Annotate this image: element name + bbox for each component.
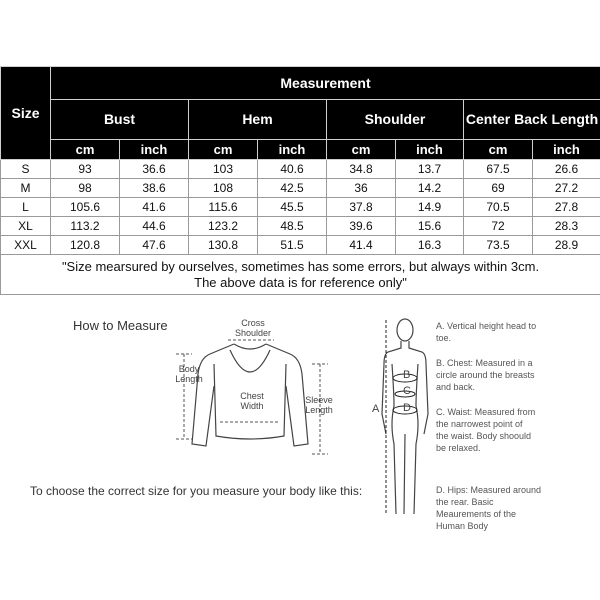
unit-header: cm [464,140,533,160]
table-cell: 42.5 [258,179,327,198]
body-figure [368,314,438,524]
cross-shoulder-label: Cross Shoulder [234,318,272,338]
legend-b: B. Chest: Measured in a circle around the breasts and back. [436,358,535,392]
size-cell: M [1,179,51,198]
chest-width-label: Chest Width [240,391,264,411]
table-cell: 28.9 [533,236,600,255]
table-cell: 27.2 [533,179,600,198]
table-cell: 28.3 [533,217,600,236]
center-back-length-header: Center Back Length [464,100,600,140]
measurement-header: Measurement [51,67,600,100]
table-cell: 98 [51,179,120,198]
letter-b: B [403,369,411,381]
table-cell: 16.3 [396,236,464,255]
measure-instruction: To choose the correct size for you measure your body like this: [30,484,363,498]
unit-header: inch [258,140,327,160]
legend-a: A. Vertical height head to toe. [436,321,537,343]
table-row [1,179,600,198]
table-cell: 41.6 [120,198,189,217]
table-cell: 105.6 [51,198,120,217]
size-cell: XL [1,217,51,236]
table-cell: 36.6 [120,160,189,179]
note-line-1: "Size mearsured by ourselves, sometimes has some errors, but always within 3cm. [61,258,540,274]
table-cell: 120.8 [51,236,120,255]
table-cell: 44.6 [120,217,189,236]
size-cell: XXL [1,236,51,255]
table-cell: 26.6 [533,160,600,179]
table-cell: 108 [189,179,258,198]
bust-header: Bust [51,100,189,140]
size-chart-table [0,66,600,295]
table-cell: 36 [327,179,396,198]
size-cell: S [1,160,51,179]
unit-header: inch [533,140,600,160]
table-row [1,217,600,236]
table-cell: 38.6 [120,179,189,198]
table-cell: 14.9 [396,198,464,217]
unit-header: cm [327,140,396,160]
table-cell: 15.6 [396,217,464,236]
note-line-2: The above data is for reference only" [194,274,407,290]
table-row [1,236,600,255]
table-cell: 45.5 [258,198,327,217]
table-cell: 103 [189,160,258,179]
table-cell: 130.8 [189,236,258,255]
table-cell: 67.5 [464,160,533,179]
table-cell: 70.5 [464,198,533,217]
sleeve-length-label: Sleeve Length [305,395,333,415]
unit-header: inch [396,140,464,160]
shoulder-header: Shoulder [327,100,464,140]
table-cell: 47.6 [120,236,189,255]
table-cell: 41.4 [327,236,396,255]
table-cell: 69 [464,179,533,198]
size-header: Size [1,67,51,160]
table-cell: 93 [51,160,120,179]
table-cell: 40.6 [258,160,327,179]
table-cell: 27.8 [533,198,600,217]
letter-a: A [372,403,380,415]
table-cell: 48.5 [258,217,327,236]
unit-header: inch [120,140,189,160]
table-cell: 113.2 [51,217,120,236]
reference-note [1,255,600,295]
how-to-measure-section [0,300,600,600]
table-cell: 14.2 [396,179,464,198]
table-cell: 37.8 [327,198,396,217]
hem-header: Hem [189,100,327,140]
body-length-label: Body Length [175,364,203,384]
note-row [1,255,600,295]
table-cell: 115.6 [189,198,258,217]
table-cell: 13.7 [396,160,464,179]
table-cell: 39.6 [327,217,396,236]
table-cell: 123.2 [189,217,258,236]
table-cell: 73.5 [464,236,533,255]
table-cell: 72 [464,217,533,236]
letter-d: D [403,402,411,414]
table-cell: 34.8 [327,160,396,179]
table-cell: 51.5 [258,236,327,255]
table-row [1,160,600,179]
unit-header: cm [51,140,120,160]
unit-header: cm [189,140,258,160]
letter-c: C [403,385,411,397]
table-row [1,198,600,217]
size-cell: L [1,198,51,217]
legend-d: D. Hips: Measured around the rear. Basic Meaurements of the Human Body [436,485,542,531]
how-to-measure-title: How to Measure [73,318,168,333]
legend-c: C. Waist: Measured from the narrowest point of the waist. Body shoould be relaxed. [436,407,536,453]
